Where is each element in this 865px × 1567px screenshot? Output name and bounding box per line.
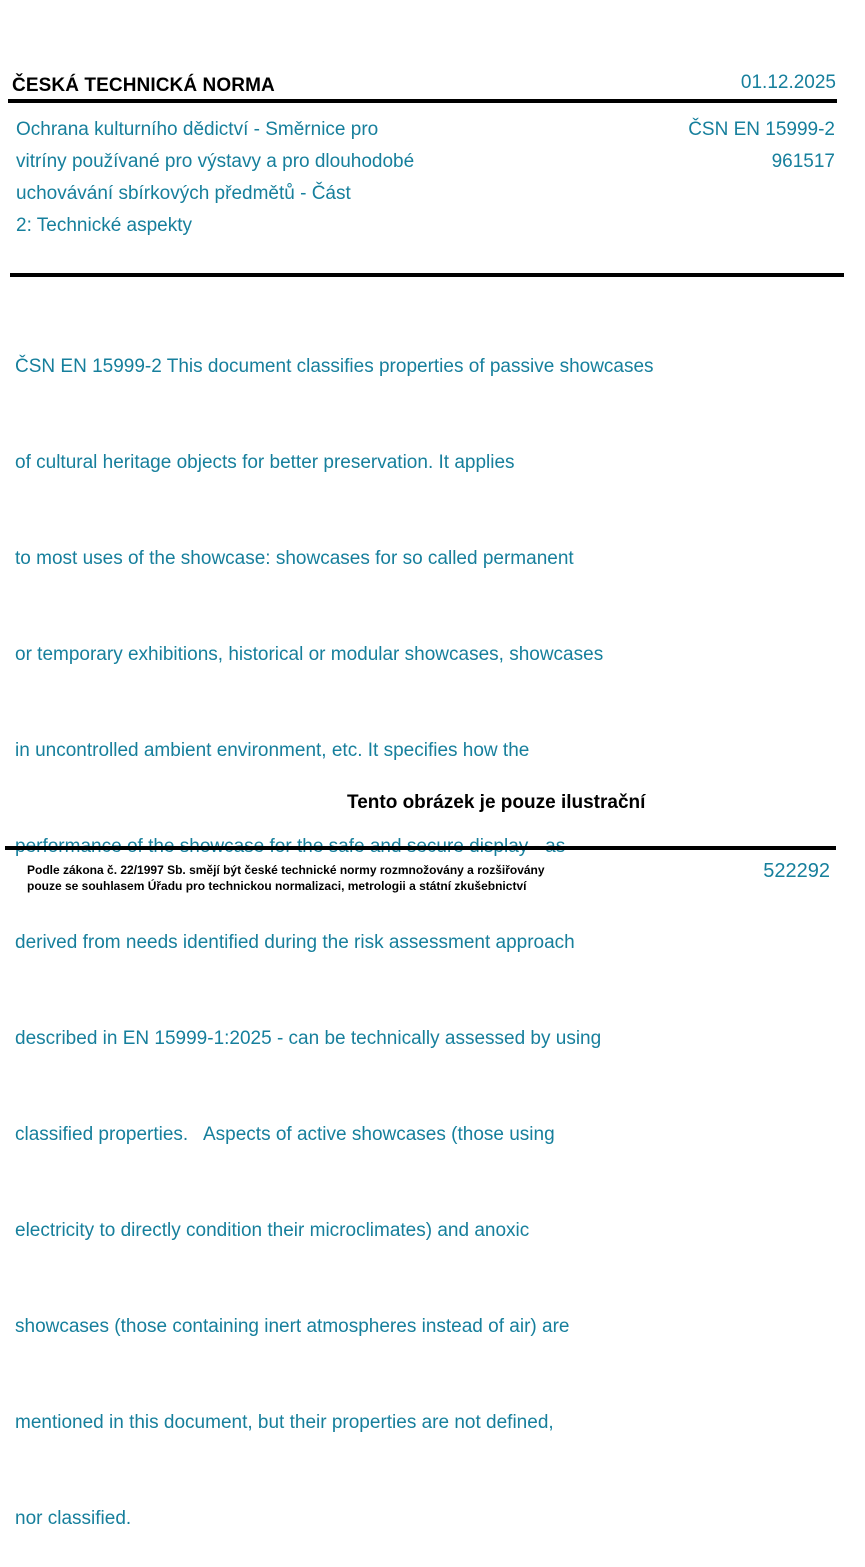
abstract-line: to most uses of the showcase: showcases for so called permanent (15, 548, 574, 569)
legal-notice-line: Podle zákona č. 22/1997 Sb. smějí být české technické normy rozmnožovány a rozšiřovány (27, 863, 545, 877)
title-divider (10, 273, 844, 277)
legal-notice-line: pouze se souhlasem Úřadu pro technickou normalizaci, metrologii a státní zkušebnictví (27, 879, 527, 893)
catalog-number: 961517 (771, 151, 835, 172)
abstract-line: ČSN EN 15999-2 This document classifies properties of passive showcases (15, 356, 654, 377)
abstract-line: or temporary exhibitions, historical or modular showcases, showcases (15, 644, 604, 665)
abstract-line: described in EN 15999-1:2025 - can be technically assessed by using (15, 1028, 602, 1049)
document-identifiers (688, 114, 835, 178)
publication-date: 01.12.2025 (740, 72, 836, 93)
legal-notice (27, 862, 545, 894)
document-title (16, 114, 486, 242)
abstract-line: mentioned in this document, but their properties are not defined, (15, 1412, 554, 1433)
document-title-line: Ochrana kulturního dědictví - Směrnice pro (16, 119, 379, 140)
abstract-line: nor classified. (15, 1508, 132, 1529)
abstract-text (15, 287, 755, 1567)
abstract-line: showcases (those containing inert atmospheres instead of air) are (15, 1316, 570, 1337)
page-title: ČESKÁ TECHNICKÁ NORMA (12, 75, 275, 96)
document-title-line: vitríny používané pro výstavy a pro dlouhodobé (16, 151, 415, 172)
illustrative-note: Tento obrázek je pouze ilustrační (347, 792, 646, 813)
abstract-line: of cultural heritage objects for better preservation. It applies (15, 452, 515, 473)
footer-divider (5, 846, 836, 850)
document-title-line: uchovávání sbírkových předmětů - Část (16, 183, 351, 204)
standard-id: ČSN EN 15999-2 (688, 119, 835, 140)
abstract-line: electricity to directly condition their microclimates) and anoxic (15, 1220, 530, 1241)
header-divider (8, 99, 837, 103)
footer-code: 522292 (763, 860, 830, 882)
abstract-line: in uncontrolled ambient environment, etc. It specifies how the (15, 740, 530, 761)
abstract-line: derived from needs identified during the risk assessment approach (15, 932, 575, 953)
document-title-line: 2: Technické aspekty (16, 215, 193, 236)
abstract-line: classified properties. Aspects of active showcases (those using (15, 1124, 555, 1145)
